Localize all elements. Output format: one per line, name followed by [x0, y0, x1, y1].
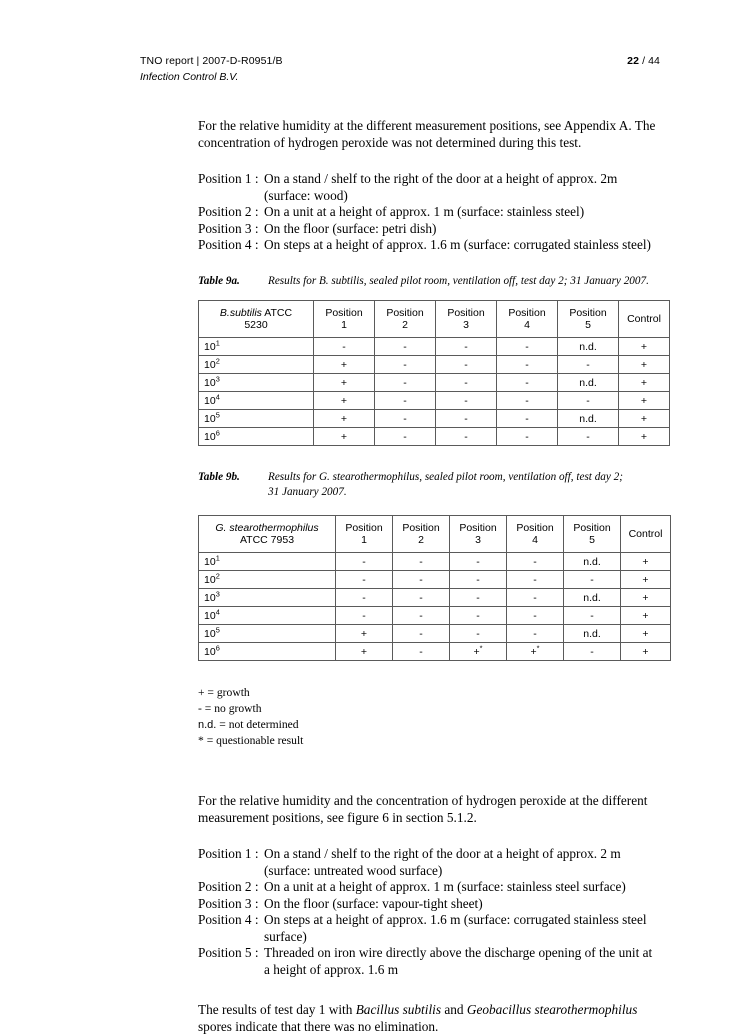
- result-cell: -: [436, 374, 497, 392]
- position-description: On a unit at a height of approx. 1 m (surface: stainless steel surface): [264, 879, 626, 894]
- table9a-col-control: [619, 301, 670, 338]
- result-cell: -: [375, 428, 436, 446]
- result-cell: +: [621, 571, 671, 589]
- result-cell: n.d.: [564, 589, 621, 607]
- dilution-label: $10^2$: [199, 571, 336, 589]
- conclusion-pre: The results of test day 1 with: [198, 1002, 356, 1017]
- table9b-col-control: [621, 516, 671, 553]
- result-cell: -: [436, 392, 497, 410]
- column-label: Position: [402, 521, 440, 534]
- result-cell: -: [336, 589, 393, 607]
- dilution-label: $10^6$: [199, 428, 314, 446]
- result-cell: -: [558, 428, 619, 446]
- result-cell: +: [314, 356, 375, 374]
- table9b-col-position-3: [450, 516, 507, 553]
- column-label: Position: [325, 306, 363, 319]
- position-description: On the floor (surface: vapour-tight sheet): [264, 895, 483, 911]
- table9b-species-header: [199, 516, 336, 553]
- result-cell: +: [621, 607, 671, 625]
- page-content: [198, 118, 664, 1035]
- table-row: [199, 356, 670, 374]
- table-row: [199, 338, 670, 356]
- result-cell: -: [314, 338, 375, 356]
- caption-line-1: Results for G. stearothermophilus, sealed pilot room, ventilation off, test day 2;: [268, 471, 623, 483]
- conclusion-paragraph: [198, 1002, 664, 1035]
- result-cell: -: [558, 356, 619, 374]
- position-label: Position 5 :: [198, 945, 259, 960]
- table9a-col-position-4: [497, 301, 558, 338]
- intro-paragraph: For the relative humidity at the different measurement positions, see Appendix A. The concentration of hydrogen peroxide was not determined during this test.: [198, 118, 656, 150]
- result-cell: -: [507, 607, 564, 625]
- result-cell: -: [564, 571, 621, 589]
- result-cell: +: [621, 553, 671, 571]
- table9a-caption-text: Results for B. subtilis, sealed pilot room, ventilation off, test day 2; 31 January 2007.: [268, 274, 649, 287]
- table9b-col-position-5: [564, 516, 621, 553]
- questionable-result-marker: *: [479, 643, 483, 652]
- table9b-caption-text: [268, 470, 664, 499]
- result-cell: -: [375, 356, 436, 374]
- conclusion-mid: and: [441, 1002, 467, 1017]
- dilution-label: $10^1$: [199, 338, 314, 356]
- second-section-paragraph: For the relative humidity and the concentration of hydrogen peroxide at the different measurement positions, see figure 6 in section 5.1.2.: [198, 793, 648, 825]
- column-label: Position: [447, 306, 485, 319]
- column-number: 4: [524, 319, 530, 331]
- result-cell: -: [375, 392, 436, 410]
- table-row: [199, 625, 671, 643]
- table9b-body: [199, 553, 671, 661]
- table-row: [199, 428, 670, 446]
- table-row: [199, 607, 671, 625]
- dilution-label: $10^5$: [199, 625, 336, 643]
- list-item: [198, 945, 664, 962]
- table9a-header-row: [199, 301, 670, 338]
- column-number: 3: [463, 319, 469, 331]
- position-description-cont: (surface: wood): [264, 187, 348, 203]
- species-bacillus-subtilis: Bacillus subtilis: [355, 1002, 442, 1017]
- result-cell: -: [375, 374, 436, 392]
- result-cell: +: [621, 643, 671, 661]
- dilution-label: $10^2$: [199, 356, 314, 374]
- table-legend: [198, 685, 664, 749]
- column-label: Control: [628, 527, 663, 540]
- table9b-col-position-2: [393, 516, 450, 553]
- result-cell: +: [621, 625, 671, 643]
- position-label: Position 4 :: [198, 912, 259, 927]
- result-cell: -: [436, 338, 497, 356]
- species-strain: 5230: [244, 319, 268, 331]
- organisation-subtitle: Infection Control B.V.: [140, 71, 239, 83]
- legend-not-determined: n.d. = not determined: [198, 718, 299, 731]
- report-identifier: TNO report | 2007-D-R0951/B: [140, 55, 283, 67]
- result-cell: -: [507, 625, 564, 643]
- position-list-second: [198, 846, 664, 978]
- dilution-label: $10^3$: [199, 374, 314, 392]
- result-cell: +: [619, 356, 670, 374]
- result-cell: +: [314, 428, 375, 446]
- result-cell: -: [497, 428, 558, 446]
- conclusion-post: spores indicate that there was no elimination.: [198, 1018, 439, 1034]
- result-cell: -: [497, 338, 558, 356]
- position-label: Position 2 :: [198, 879, 259, 894]
- result-cell: -: [497, 410, 558, 428]
- position-label: Position 3 :: [198, 895, 259, 911]
- position-description-cont: surface): [264, 928, 307, 944]
- column-number: 5: [589, 534, 595, 546]
- list-item: [198, 912, 664, 929]
- column-number: 2: [402, 319, 408, 331]
- result-cell: -: [450, 589, 507, 607]
- species-name-italic: G. stearothermophilus: [215, 521, 319, 534]
- result-cell: n.d.: [558, 374, 619, 392]
- table-row: [199, 410, 670, 428]
- result-cell: +: [314, 374, 375, 392]
- result-cell: +: [619, 410, 670, 428]
- table9a-caption-label: Table 9a.: [198, 274, 240, 287]
- table-row: [199, 553, 671, 571]
- position-description: On steps at a height of approx. 1.6 m (surface: corrugated stainless steel: [264, 912, 647, 927]
- result-cell: +*: [507, 643, 564, 661]
- result-cell: -: [336, 571, 393, 589]
- result-cell: -: [393, 625, 450, 643]
- column-label: Position: [386, 306, 424, 319]
- legend-questionable: * = questionable result: [198, 734, 304, 747]
- column-label: Position: [345, 521, 383, 534]
- result-cell: n.d.: [564, 625, 621, 643]
- result-cell: +*: [450, 643, 507, 661]
- result-cell: -: [507, 589, 564, 607]
- dilution-label: $10^3$: [199, 589, 336, 607]
- position-description-cont: a height of approx. 1.6 m: [264, 961, 399, 977]
- result-cell: -: [393, 589, 450, 607]
- species-name-italic: B.subtilis: [219, 306, 262, 319]
- table9a-col-position-3: [436, 301, 497, 338]
- table-row: [199, 374, 670, 392]
- position-list-first: [198, 171, 664, 254]
- legend-no-growth: - = no growth: [198, 702, 262, 715]
- column-number: 4: [532, 534, 538, 546]
- list-item: [198, 171, 664, 188]
- column-label: Position: [569, 306, 607, 319]
- result-cell: -: [450, 625, 507, 643]
- result-cell: -: [375, 338, 436, 356]
- position-description: On a stand / shelf to the right of the door at a height of approx. 2 m: [264, 846, 621, 861]
- position-description: Threaded on iron wire directly above the discharge opening of the unit at: [264, 945, 653, 960]
- table9b-col-position-1: [336, 516, 393, 553]
- caption-line-2: 31 January 2007.: [268, 485, 347, 498]
- table-row: [199, 392, 670, 410]
- page-number-current: 22: [627, 55, 640, 67]
- result-cell: -: [393, 553, 450, 571]
- result-cell: -: [393, 607, 450, 625]
- result-cell: -: [497, 356, 558, 374]
- column-label: Position: [573, 521, 611, 534]
- result-cell: +: [619, 428, 670, 446]
- position-description: On the floor (surface: petri dish): [264, 220, 437, 236]
- result-cell: -: [564, 643, 621, 661]
- result-cell: -: [436, 410, 497, 428]
- result-cell: -: [393, 571, 450, 589]
- result-cell: -: [336, 607, 393, 625]
- table9b-caption: [198, 470, 664, 499]
- dilution-label: $10^4$: [199, 392, 314, 410]
- result-cell: +: [336, 625, 393, 643]
- position-label: Position 4 :: [198, 237, 259, 252]
- species-name-rest: ATCC: [261, 306, 293, 319]
- dilution-label: $10^5$: [199, 410, 314, 428]
- table9b-header-row: [199, 516, 671, 553]
- dilution-label: $10^4$: [199, 607, 336, 625]
- result-cell: +: [314, 410, 375, 428]
- column-label: Position: [516, 521, 554, 534]
- position-description-cont: (surface: untreated wood surface): [264, 862, 443, 878]
- column-label: Position: [459, 521, 497, 534]
- table9a-body: [199, 338, 670, 446]
- page-number-total: / 44: [639, 55, 660, 67]
- result-cell: n.d.: [558, 338, 619, 356]
- dilution-label: $10^6$: [199, 643, 336, 661]
- result-cell: +: [314, 392, 375, 410]
- table-row: [199, 643, 671, 661]
- result-cell: +: [621, 589, 671, 607]
- column-number: 1: [361, 534, 367, 546]
- result-cell: n.d.: [558, 410, 619, 428]
- table9a-caption: [198, 274, 664, 289]
- table9a: [198, 300, 670, 446]
- table9a-col-position-5: [558, 301, 619, 338]
- table9a-col-position-1: [314, 301, 375, 338]
- result-cell: -: [450, 607, 507, 625]
- result-cell: -: [564, 607, 621, 625]
- result-cell: -: [436, 428, 497, 446]
- legend-growth: + = growth: [198, 686, 250, 699]
- result-cell: +: [336, 643, 393, 661]
- column-label: Control: [627, 312, 661, 325]
- result-cell: -: [450, 571, 507, 589]
- result-cell: n.d.: [564, 553, 621, 571]
- result-cell: -: [558, 392, 619, 410]
- table9b-caption-label: Table 9b.: [198, 471, 240, 483]
- list-item: [198, 879, 664, 896]
- position-label: Position 1 :: [198, 846, 259, 861]
- species-geobacillus-stearothermophilus: Geobacillus stearothermophilus: [466, 1002, 638, 1017]
- position-description: On a unit at a height of approx. 1 m (surface: stainless steel): [264, 204, 585, 219]
- result-cell: -: [336, 553, 393, 571]
- column-number: 1: [341, 319, 347, 331]
- column-number: 5: [585, 319, 591, 331]
- questionable-result-marker: *: [536, 643, 540, 652]
- list-item: [198, 846, 664, 863]
- result-cell: -: [450, 553, 507, 571]
- list-item: [198, 204, 664, 221]
- result-cell: +: [619, 392, 670, 410]
- table-row: [199, 589, 671, 607]
- result-cell: -: [436, 356, 497, 374]
- result-cell: -: [393, 643, 450, 661]
- result-cell: -: [507, 553, 564, 571]
- list-item: [198, 221, 664, 238]
- position-label: Position 3 :: [198, 220, 259, 236]
- result-cell: +: [619, 338, 670, 356]
- dilution-label: $10^1$: [199, 553, 336, 571]
- position-description: On a stand / shelf to the right of the door at a height of approx. 2m: [264, 171, 618, 186]
- table9a-species-header: [199, 301, 314, 338]
- result-cell: -: [497, 392, 558, 410]
- species-strain: ATCC 7953: [239, 534, 295, 546]
- column-number: 2: [418, 534, 424, 546]
- column-label: Position: [508, 306, 546, 319]
- page-header: [140, 55, 660, 83]
- position-description: On steps at a height of approx. 1.6 m (surface: corrugated stainless steel): [264, 237, 651, 252]
- table9b: [198, 515, 671, 661]
- list-item: [198, 896, 664, 913]
- table-row: [199, 571, 671, 589]
- result-cell: -: [507, 571, 564, 589]
- result-cell: -: [497, 374, 558, 392]
- position-label: Position 2 :: [198, 204, 259, 219]
- result-cell: -: [375, 410, 436, 428]
- table9a-col-position-2: [375, 301, 436, 338]
- page-number: [627, 55, 660, 67]
- position-label: Position 1 :: [198, 171, 259, 186]
- list-item: [198, 237, 664, 254]
- table9b-col-position-4: [507, 516, 564, 553]
- result-cell: +: [619, 374, 670, 392]
- column-number: 3: [475, 534, 481, 546]
